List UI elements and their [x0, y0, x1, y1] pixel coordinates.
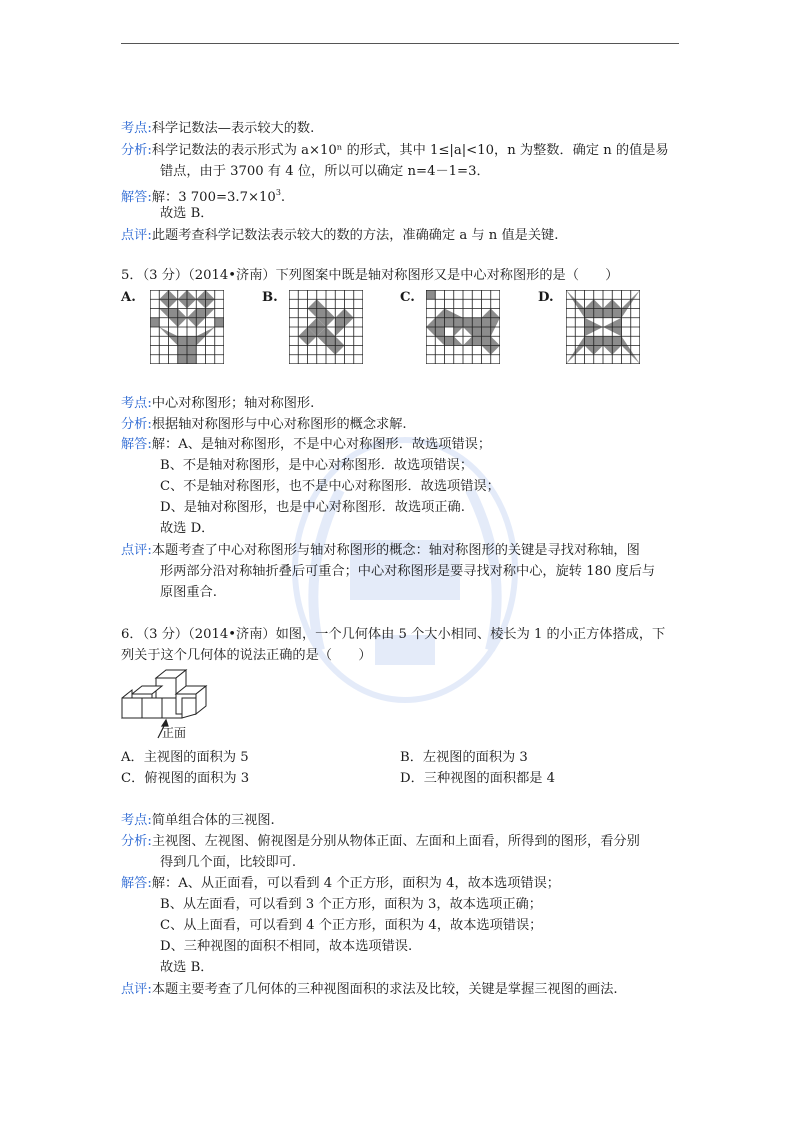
q6-stem-line2: 列关于这个几何体的说法正确的是（ ）: [121, 648, 372, 663]
q5-figure-b: [289, 290, 363, 364]
q5-answer-row: [121, 436, 491, 454]
label-fenxi: 分析:: [121, 834, 152, 849]
q6-comment-row: [121, 981, 618, 999]
label-jieda: 解答:: [121, 437, 152, 452]
q5-option-d-label: D.: [538, 290, 554, 305]
front-label: 正面: [162, 726, 187, 740]
q6-option-a: A．主视图的面积为 5: [121, 750, 249, 765]
q4-answer-exponent: 3: [275, 188, 281, 197]
label-dianping: 点评:: [121, 982, 152, 997]
q6-answer-line: D、三种视图的面积不相同，故本选项错误.: [160, 939, 413, 954]
q6-analysis-line2: 得到几个面，比较即可.: [160, 855, 297, 870]
q5-comment-line: 原图重合.: [160, 585, 217, 600]
q5-option-b-label: B.: [262, 290, 278, 305]
q5-option-a-label: A.: [121, 290, 136, 305]
q6-option-b: B．左视图的面积为 3: [400, 750, 528, 765]
q6-analysis-row: [121, 833, 640, 851]
label-kaodian: 考点:: [121, 813, 152, 828]
q6-answer-line: B、从左面看，可以看到 3 个正方形，面积为 3，故本选项正确；: [160, 897, 542, 912]
q6-analysis-line1: 主视图、左视图、俯视图是分别从物体正面、左面和上面看，所得到的图形，看分别: [151, 834, 640, 849]
q5-figure-a: [150, 290, 224, 364]
q6-comment-text: 本题主要考查了几何体的三种视图面积的求法及比较，关键是掌握三视图的画法.: [151, 982, 618, 997]
q4-point-row: [121, 120, 314, 138]
q4-analysis-line1: 科学记数法的表示形式为 a×10ⁿ 的形式，其中 1≤|a|<10，n 为整数．确定 n 的值是易: [151, 143, 669, 158]
label-dianping: 点评:: [121, 228, 152, 243]
q5-figure-c: [426, 290, 500, 364]
label-fenxi: 分析:: [121, 143, 152, 158]
label-dianping: 点评:: [121, 543, 152, 558]
q4-answer-row: [121, 184, 285, 207]
header-rule: [121, 43, 679, 44]
q6-stem-line1: 6．（3 分）（2014•济南）如图，一个几何体由 5 个大小相同、棱长为 1 的小正方体搭成，下: [121, 627, 666, 642]
q6-answer-row: [121, 875, 560, 893]
q5-comment-row: [121, 542, 640, 560]
label-kaodian: 考点:: [121, 121, 152, 136]
q6-choice: 故选 B．: [160, 960, 214, 975]
q5-point-row: [121, 395, 314, 413]
q5-answer-line: C、不是轴对称图形，也不是中心对称图形．故选项错误；: [160, 479, 500, 494]
q5-answer-line: B、不是轴对称图形，是中心对称图形．故选项错误；: [160, 458, 474, 473]
q4-analysis-line2: 错点，由于 3700 有 4 位，所以可以确定 n=4－1=3．: [160, 164, 490, 179]
q4-comment-text: 此题考查科学记数法表示较大的数的方法，准确确定 a 与 n 值是关键.: [151, 228, 559, 243]
q6-answer-line: 解：A、从正面看，可以看到 4 个正方形，面积为 4，故本选项错误；: [151, 876, 560, 891]
q4-answer-end: .: [280, 190, 286, 205]
label-kaodian: 考点:: [121, 396, 152, 411]
q5-point-text: 中心对称图形；轴对称图形.: [151, 396, 315, 411]
q6-point-text: 简单组合体的三视图.: [151, 813, 275, 828]
q5-option-c-label: C.: [400, 290, 415, 305]
q5-choice: 故选 D．: [160, 521, 215, 536]
q6-option-d: D．三种视图的面积都是 4: [400, 771, 556, 786]
q6-option-c: C．俯视图的面积为 3: [121, 771, 250, 786]
q4-answer-text: 解：3 700=3.7×10: [151, 190, 276, 205]
q4-comment-row: [121, 227, 558, 245]
q4-analysis-row: [121, 142, 669, 160]
label-jieda: 解答:: [121, 190, 152, 205]
q6-point-row: [121, 812, 275, 830]
q5-stem: 5．（3 分）（2014•济南）下列图案中既是轴对称图形又是中心对称图形的是（ ）: [121, 268, 619, 283]
q5-answer-line: 解：A、是轴对称图形，不是中心对称图形．故选项错误；: [151, 437, 492, 452]
q5-figure-d: [566, 290, 640, 364]
q5-analysis-row: [121, 416, 407, 434]
q6-answer-line: C、从上面看，可以看到 4 个正方形，面积为 4，故本选项错误；: [160, 918, 543, 933]
q5-comment-line: 形两部分沿对称轴折叠后可重合；中心对称图形是要寻找对称中心，旋转 180 度后与: [160, 564, 656, 579]
q4-point-text: 科学记数法—表示较大的数.: [151, 121, 315, 136]
q5-comment-line: 本题考查了中心对称图形与轴对称图形的概念：轴对称图形的关键是寻找对称轴，图: [151, 543, 640, 558]
q5-answer-line: D、是轴对称图形，也是中心对称图形．故选项正确.: [160, 500, 465, 515]
label-fenxi: 分析:: [121, 417, 152, 432]
label-jieda: 解答:: [121, 876, 152, 891]
q4-choice: 故选 B．: [160, 206, 214, 221]
q5-analysis-text: 根据轴对称图形与中心对称图形的概念求解.: [151, 417, 407, 432]
